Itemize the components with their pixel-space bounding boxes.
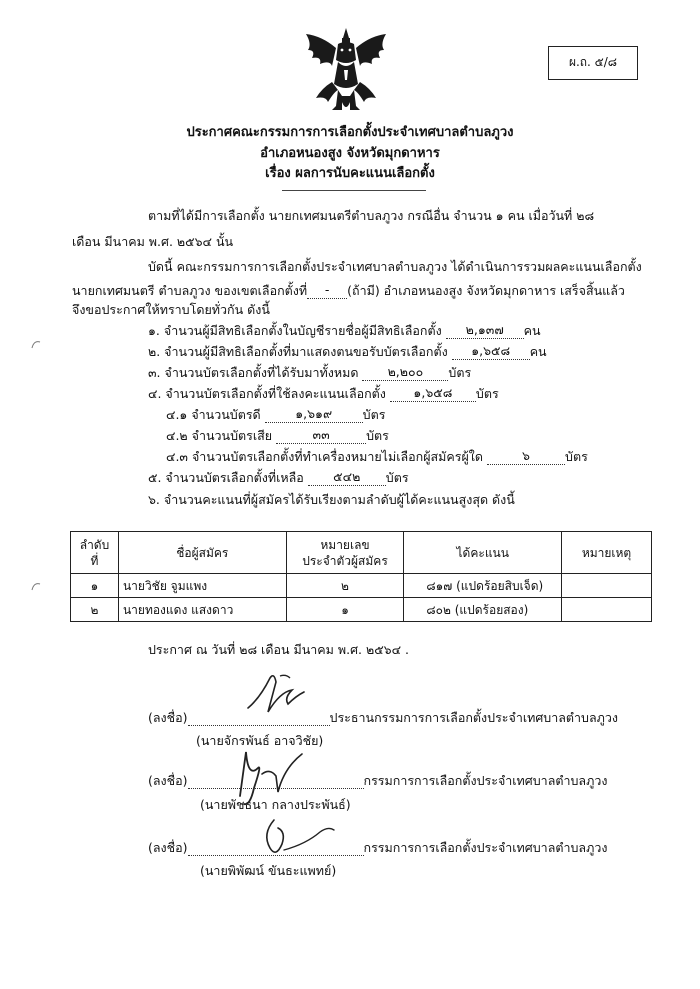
item-1 [148, 322, 541, 339]
row-number: ๑ [286, 598, 404, 622]
item-4-2-unit: บัตร [366, 428, 389, 443]
form-code-box: ผ.ถ. ๕/๘ [548, 46, 638, 80]
header-order-line1: ลำดับ [79, 537, 110, 552]
item-4-1-label: ๔.๑ จำนวนบัตรดี [166, 407, 261, 422]
header-subject: เรื่อง ผลการนับคะแนนเลือกตั้ง [265, 166, 435, 181]
table-row [71, 598, 652, 622]
item-4-label: ๔. จำนวนบัตรเลือกตั้งที่ใช้ลงคะแนนเลือกตั้ง [148, 386, 386, 401]
signature-3-prefix: (ลงชื่อ) [148, 840, 188, 855]
district-number-fill: - [307, 282, 347, 299]
item-4-value: ๑,๖๕๘ [390, 385, 476, 402]
garuda-emblem-icon [302, 26, 390, 122]
announce-date: ประกาศ ณ วันที่ ๒๘ เดือน มีนาคม พ.ศ. ๒๕๖๔ . [148, 642, 409, 657]
header-number-line2: ประจำตัวผู้สมัคร [302, 553, 388, 568]
handwritten-signature-3 [256, 814, 346, 864]
item-4-2-value: ๓๓ [276, 427, 366, 444]
item-4-1-unit: บัตร [362, 407, 386, 422]
row-remark [562, 574, 652, 598]
table-row [71, 574, 652, 598]
row-name: นายทองแดง แสงดาว [118, 598, 286, 622]
item-5-value: ๕๔๒ [308, 469, 386, 486]
signature-3-name: (นายพิพัฒน์ ขันธะแพทย์) [200, 863, 337, 878]
item-5-label: ๕. จำนวนบัตรเลือกตั้งที่เหลือ [148, 470, 304, 485]
item-1-unit: คน [523, 323, 541, 338]
item-4-2 [166, 427, 389, 444]
para2-line2-end: (ถ้ามี) อำเภอหนองสูง จังหวัดมุกดาหาร เสร็จสิ้นแล้ว [347, 283, 625, 298]
row-score: ๘๐๒ (แปดร้อยสอง) [404, 598, 562, 622]
item-4-2-label: ๔.๒ จำนวนบัตรเสีย [166, 428, 273, 443]
para2-line2-start: นายกเทศมนตรี ตำบลภูวง ของเขตเลือกตั้งที่ [72, 283, 308, 298]
item-2 [148, 343, 547, 360]
signature-1 [148, 710, 618, 726]
signature-2-name: (นายพัชธนา กลางประพันธ์) [200, 797, 351, 812]
item-4-3-unit: บัตร [565, 449, 588, 464]
item-2-value: ๑,๖๕๘ [452, 343, 530, 360]
para2-line2 [72, 282, 625, 299]
item-5 [148, 469, 409, 486]
header-divider [282, 190, 426, 191]
item-4-3-value: ๖ [487, 448, 565, 465]
item-3-label: ๓. จำนวนบัตรเลือกตั้งที่ได้รับมาทั้งหมด [148, 365, 359, 380]
item-4-3 [166, 448, 588, 465]
para1-line1: ตามที่ได้มีการเลือกตั้ง นายกเทศมนตรีตำบลภูวง กรณีอื่น จำนวน ๑ คน เมื่อวันที่ ๒๘ [148, 208, 595, 223]
handwritten-signature-2 [232, 748, 322, 810]
row-number: ๒ [286, 574, 404, 598]
margin-mark-icon [30, 338, 42, 350]
header-name: ชื่อผู้สมัคร [118, 532, 286, 574]
signature-2 [148, 773, 607, 789]
item-3-value: ๒,๒๐๐ [362, 364, 448, 381]
para2-line3: จึงขอประกาศให้ทราบโดยทั่วกัน ดังนี้ [72, 302, 270, 317]
results-table [70, 531, 652, 622]
header-line-1: ประกาศคณะกรรมการการเลือกตั้งประจำเทศบาลตำบลภูวง [186, 125, 514, 140]
item-4-1 [166, 406, 385, 423]
item-1-value: ๒,๑๓๗ [446, 322, 524, 339]
item-6: ๖. จำนวนคะแนนที่ผู้สมัครได้รับเรียงตามลำดับผู้ได้คะแนนสูงสุด ดังนี้ [148, 492, 515, 507]
header-remark: หมายเหตุ [562, 532, 652, 574]
header-order [71, 532, 119, 574]
item-3-unit: บัตร [448, 365, 472, 380]
row-order: ๑ [71, 574, 119, 598]
signature-1-name: (นายจักรพันธ์ อาจวิชัย) [196, 733, 324, 748]
signature-3 [148, 840, 607, 856]
item-4-unit: บัตร [475, 386, 499, 401]
row-name: นายวิชัย จูมแพง [118, 574, 286, 598]
signature-3-role: กรรมการการเลือกตั้งประจำเทศบาลตำบลภูวง [363, 840, 608, 855]
row-score: ๘๑๗ (แปดร้อยสิบเจ็ด) [404, 574, 562, 598]
para1-line2: เดือน มีนาคม พ.ศ. ๒๕๖๔ นั้น [72, 234, 234, 249]
para2-line1: บัดนี้ คณะกรรมการการเลือกตั้งประจำเทศบาลตำบลภูวง ได้ดำเนินการรวมผลคะแนนเลือกตั้ง [148, 259, 642, 274]
header-order-line2: ที่ [90, 553, 99, 568]
item-1-label: ๑. จำนวนผู้มีสิทธิเลือกตั้งในบัญชีรายชื่อผู้มีสิทธิเลือกตั้ง [148, 323, 442, 338]
header-line-2: อำเภอหนองสูง จังหวัดมุกดาหาร [260, 146, 440, 161]
margin-mark-icon [30, 580, 42, 592]
item-4-3-label: ๔.๓ จำนวนบัตรเลือกตั้งที่ทำเครื่องหมายไม่เลือกผู้สมัครผู้ใด [166, 449, 484, 464]
signature-2-role: กรรมการการเลือกตั้งประจำเทศบาลตำบลภูวง [363, 773, 608, 788]
signature-2-prefix: (ลงชื่อ) [148, 773, 188, 788]
handwritten-signature-1 [240, 668, 310, 728]
table-header-row [71, 532, 652, 574]
row-order: ๒ [71, 598, 119, 622]
item-2-unit: คน [529, 344, 547, 359]
item-2-label: ๒. จำนวนผู้มีสิทธิเลือกตั้งที่มาแสดงตนขอรับบัตรเลือกตั้ง [148, 344, 448, 359]
header-number [286, 532, 404, 574]
item-4 [148, 385, 499, 402]
header-number-line1: หมายเลข [320, 537, 370, 552]
item-3 [148, 364, 471, 381]
header-score: ได้คะแนน [404, 532, 562, 574]
row-remark [562, 598, 652, 622]
item-4-1-value: ๑,๖๑๙ [265, 406, 363, 423]
signature-1-prefix: (ลงชื่อ) [148, 710, 188, 725]
item-5-unit: บัตร [385, 470, 409, 485]
signature-1-role: ประธานกรรมการการเลือกตั้งประจำเทศบาลตำบลภูวง [329, 710, 618, 725]
